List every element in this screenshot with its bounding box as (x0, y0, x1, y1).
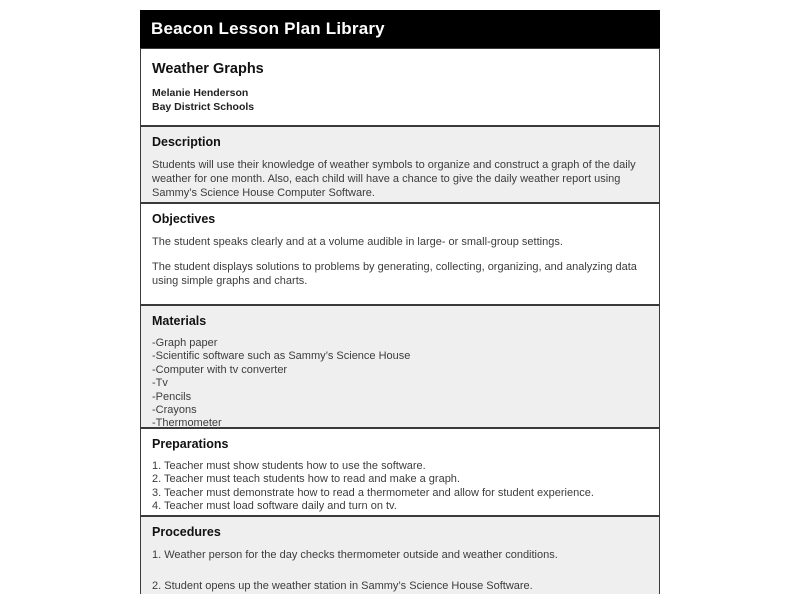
section-text-block (152, 460, 648, 514)
section-text-line: Students will use their knowledge of weather symbols to organize and construct a graph of the daily weather for one month. Also, each child will have a chance to give the daily weather report using Sammy’s Science House Computer Software. (152, 159, 636, 199)
lesson-plan-page (140, 10, 660, 594)
section-text-line: -Tv (152, 377, 168, 390)
section-procedures (140, 516, 660, 594)
section-objectives (140, 203, 660, 305)
site-header-bar (140, 10, 660, 48)
section-text-line: -Computer with tv converter (152, 363, 288, 376)
lesson-title-section (140, 48, 660, 126)
section-materials (140, 305, 660, 428)
section-text-line: 1. Weather person for the day checks thermometer outside and weather conditions. (152, 549, 558, 561)
section-text-line: 3. Teacher must demonstrate how to read a thermometer and allow for student experience. (152, 486, 594, 499)
site-title: Beacon Lesson Plan Library (151, 19, 385, 38)
section-text-line: -Pencils (152, 390, 192, 403)
section-text-line: 2. Student opens up the weather station in Sammy’s Science House Software. (152, 580, 533, 592)
section-text-line: 4. Teacher must load software daily and turn on tv. (152, 500, 397, 513)
section-heading: Preparations (152, 437, 229, 451)
section-description (140, 126, 660, 203)
section-text-block (152, 260, 648, 288)
section-heading: Objectives (152, 212, 216, 226)
section-text-block (152, 337, 648, 428)
section-text-line: 2. Teacher must teach students how to read and make a graph. (152, 473, 460, 486)
lesson-title: Weather Graphs (152, 61, 264, 77)
section-text-line: -Graph paper (152, 337, 218, 349)
section-text-line: 1. Teacher must show students how to use the software. (152, 460, 426, 472)
section-text-line: -Scientific software such as Sammy’s Science House (152, 350, 411, 363)
lesson-organization: Bay District Schools (152, 100, 255, 113)
section-heading: Procedures (152, 525, 221, 539)
section-heading: Description (152, 135, 221, 149)
section-text-block (152, 548, 648, 562)
section-text-block (152, 158, 648, 200)
section-text-line: The student displays solutions to problems by generating, collecting, organizing, and analyzing data using simple graphs and charts. (152, 261, 637, 287)
section-preparations (140, 428, 660, 516)
section-text-block (152, 579, 648, 593)
section-text-block (152, 235, 648, 249)
section-text-line: The student speaks clearly and at a volume audible in large- or small-group settings. (152, 236, 563, 248)
lesson-sections (140, 126, 660, 594)
section-text-line: -Thermometer (152, 417, 222, 428)
section-heading: Materials (152, 314, 207, 328)
lesson-author: Melanie Henderson (152, 87, 249, 99)
section-text-line: -Crayons (152, 404, 197, 417)
